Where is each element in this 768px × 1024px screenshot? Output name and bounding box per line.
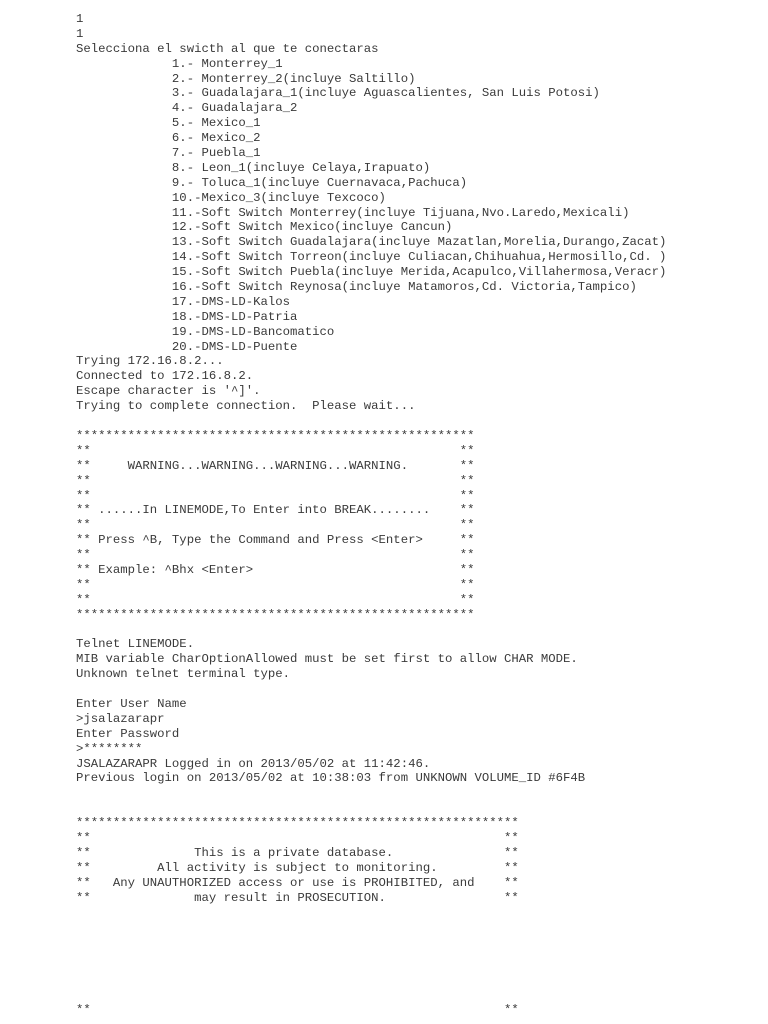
terminal-line: Escape character is '^]'. [76,384,261,399]
terminal-line: 13.-Soft Switch Guadalajara(incluye Mazatlan,Morelia,Durango,Zacat) [76,235,667,250]
terminal-line: ** ** [76,548,475,563]
terminal-line: 1.- Monterrey_1 [76,56,283,71]
terminal-line: 3.- Guadalajara_1(incluye Aguascalientes, San Luis Potosi) [76,86,600,101]
terminal-line: ** Example: ^Bhx <Enter> ** [76,562,475,577]
terminal-line: 12.-Soft Switch Mexico(incluye Cancun) [76,220,453,235]
terminal-line: Enter Password [76,726,180,741]
terminal-line: 5.- Mexico_1 [76,116,261,131]
terminal-line: 7.- Puebla_1 [76,146,261,161]
terminal-line: Trying 172.16.8.2... [76,354,224,369]
terminal-line: ** WARNING...WARNING...WARNING...WARNING. ** [76,458,475,473]
terminal-line: Trying to complete connection. Please wait... [76,399,416,414]
terminal-line: ** ** [76,443,475,458]
terminal-line: 2.- Monterrey_2(incluye Saltillo) [76,71,416,86]
terminal-line: Previous login on 2013/05/02 at 10:38:03 from UNKNOWN VOLUME_ID #6F4B [76,771,586,786]
terminal-line: ** ** [76,592,475,607]
terminal-line: Connected to 172.16.8.2. [76,369,254,384]
terminal-line: ************************************************************ [76,816,519,831]
terminal-line: 9.- Toluca_1(incluye Cuernavaca,Pachuca) [76,175,468,190]
terminal-line [76,801,756,816]
terminal-line: 11.-Soft Switch Monterrey(incluye Tijuana,Nvo.Laredo,Mexicali) [76,205,630,220]
terminal-line: 18.-DMS-LD-Patria [76,309,298,324]
terminal-line [76,786,756,801]
terminal-line: 16.-Soft Switch Reynosa(incluye Matamoros,Cd. Victoria,Tampico) [76,280,637,295]
terminal-line: JSALAZARAPR Logged in on 2013/05/02 at 11:42:46. [76,756,431,771]
terminal-line: ** may result in PROSECUTION. ** [76,890,519,905]
terminal-line: ** All activity is subject to monitoring. ** [76,860,519,875]
terminal-line: ** ** [76,518,475,533]
terminal-border-line: ** ** [76,1003,519,1017]
terminal-line: 20.-DMS-LD-Puente [76,339,298,354]
terminal-line: ** Press ^B, Type the Command and Press <Enter> ** [76,533,475,548]
terminal-output [76,12,756,905]
terminal-line: 10.-Mexico_3(incluye Texcoco) [76,190,386,205]
terminal-line: ** ......In LINEMODE,To Enter into BREAK........ ** [76,503,475,518]
terminal-line [76,682,756,697]
terminal-line: ** Any UNAUTHORIZED access or use is PROHIBITED, and ** [76,875,519,890]
terminal-line: 6.- Mexico_2 [76,131,261,146]
terminal-line: 1 [76,12,84,26]
terminal-line: 14.-Soft Switch Torreon(incluye Culiacan,Chihuahua,Hermosillo,Cd. ) [76,250,667,265]
terminal-line: ** ** [76,488,475,503]
terminal-line: Enter User Name [76,696,187,711]
terminal-line [76,623,756,638]
terminal-line: Telnet LINEMODE. [76,637,195,652]
terminal-line: >******** [76,741,143,756]
terminal-line: 15.-Soft Switch Puebla(incluye Merida,Acapulco,Villahermosa,Veracr) [76,265,667,280]
terminal-line: ****************************************************** [76,607,475,622]
terminal-line: 8.- Leon_1(incluye Celaya,Irapuato) [76,160,431,175]
terminal-line: >jsalazarapr [76,711,165,726]
terminal-line: 19.-DMS-LD-Bancomatico [76,324,335,339]
terminal-line: Selecciona el swicth al que te conectaras [76,41,379,56]
terminal-line: ** ** [76,577,475,592]
terminal-line: ** This is a private database. ** [76,845,519,860]
terminal-line: Unknown telnet terminal type. [76,667,291,682]
terminal-line: ** ** [76,830,519,845]
terminal-line: 17.-DMS-LD-Kalos [76,294,291,309]
terminal-line: 4.- Guadalajara_2 [76,101,298,116]
terminal-line: ** ** [76,473,475,488]
terminal-line [76,414,756,429]
terminal-line: 1 [76,26,84,41]
terminal-line: MIB variable CharOptionAllowed must be set first to allow CHAR MODE. [76,652,578,667]
terminal-line: ****************************************************** [76,428,475,443]
